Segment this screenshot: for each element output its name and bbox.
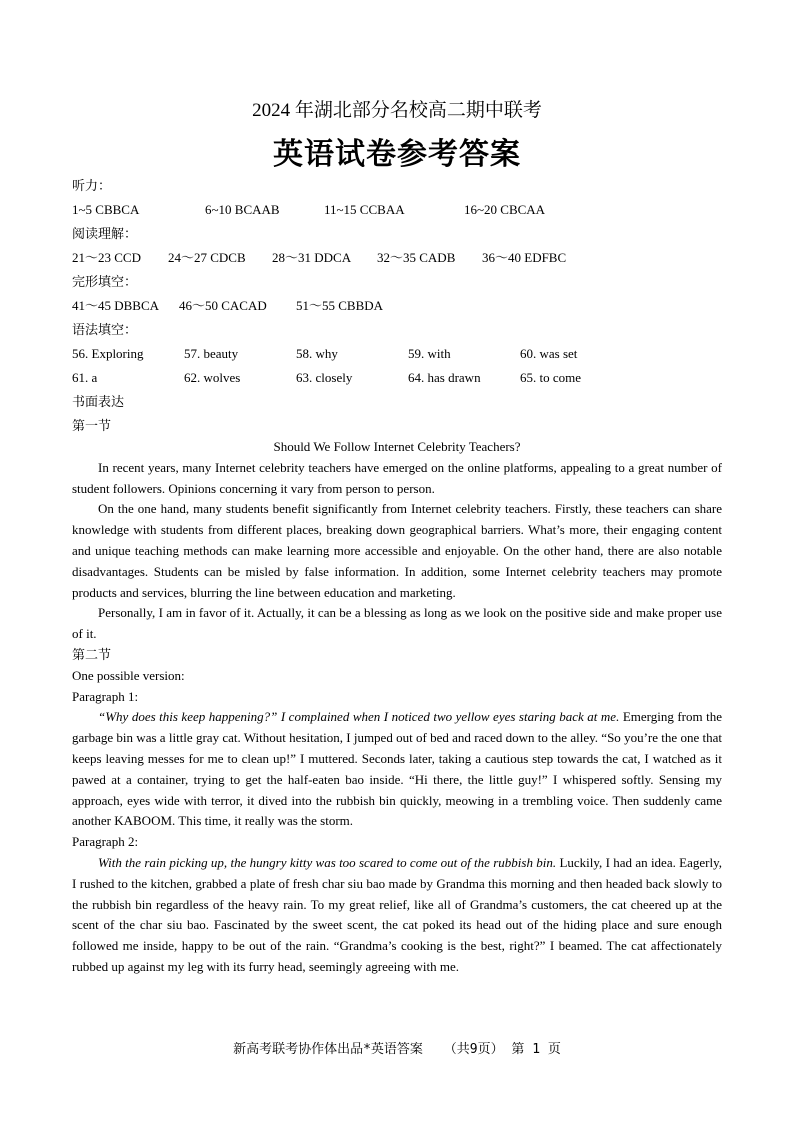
reading-answer: 36～40 EDFBC (482, 250, 567, 265)
grammar-answer: 64. has drawn (408, 370, 481, 385)
essay-section-1 (72, 437, 722, 978)
exam-title: 2024 年湖北部分名校高二期中联考 (252, 100, 542, 121)
given-opening-sentence: With the rain picking up, the hungry kitty was too scared to come out of the rubbish bin. (98, 854, 557, 870)
grammar-answer: 62. wolves (184, 370, 241, 385)
grammar-answers-row (72, 342, 722, 366)
reading-answers (72, 246, 722, 270)
listening-answer: 16~20 CBCAA (464, 202, 546, 217)
story-paragraph (72, 853, 722, 978)
reading-answer: 32～35 CADB (377, 250, 456, 265)
listening-label: 听力： (72, 178, 112, 193)
grammar-answer: 57. beauty (184, 346, 239, 361)
cloze-answer: 46～50 CACAD (179, 298, 267, 313)
listening-answers (72, 198, 722, 222)
reading-answer: 24～27 CDCB (168, 250, 246, 265)
reading-label: 阅读理解： (72, 226, 138, 241)
writing-label: 书面表达 (72, 394, 125, 409)
story-text: Luckily, I had an idea. Eagerly, I rushed to the kitchen, grabbed a plate of fresh char siu bao made by Grandma this morning and then headed back slowly to the rubbish bin regardless of the heavy rain. To my great relief, like all of Grandma’s customers, the cat cheered up at the scent of the char siu bao. Fascinated by the sweet scent, the cat poked its head out of the hiding place and sure enough followed me inside, happy to be out of the rain. “Grandma’s cooking is the best, right?” I beamed. The cat affectionately rubbed up against my leg with its furry head, seemingly agreeing with me. (72, 854, 722, 974)
answer-key-block (72, 174, 722, 438)
essay-paragraph: In recent years, many Internet celebrity teachers have emerged on the online platforms, appealing to a great number of student followers. Opinions concerning it vary from person to person. (72, 459, 722, 496)
section-label: 第一节 (72, 418, 112, 433)
story-text: Emerging from the garbage bin was a little gray cat. Without hesitation, I jumped out of bed and raced down to the alley. “So you’re the one that keeps leaving messes for me to clean up!” I muttered. Seconds later, taking a cautious step towards the cat, I watched as it pawed at a container, trying to get the half-eaten bao inside. “Hi there, the little guy!” I whispered softly. Sensing my approach, eyes wide with terror, it dived into the rubbish bin quickly, meowing in a trembling voice. Then suddenly came another KABOOM. This time, it really was the storm. (72, 709, 723, 829)
page-title: 英语试卷参考答案 (273, 138, 521, 171)
given-opening-sentence: “Why does this keep happening?” I complained when I noticed two yellow eyes staring back at me. (98, 709, 620, 725)
essay-paragraph: On the one hand, many students benefit significantly from Internet celebrity teachers. Firstly, these teachers can share knowledge with students from different places, breaking down geographical barriers. What’s more, their engaging content and unique teaching methods can make learning more accessible and enjoyable. On the other hand, there are also notable disadvantages. Students can be misled by false information. In addition, some Internet celebrity teachers may promote products and services, blurring the line between education and marketing. (72, 501, 722, 600)
section-label: 第二节 (72, 646, 112, 662)
cloze-label: 完形填空： (72, 274, 138, 289)
grammar-answer: 58. why (296, 346, 338, 361)
grammar-label: 语法填空： (72, 322, 138, 337)
grammar-answer: 65. to come (520, 370, 582, 385)
listening-answer: 11~15 CCBAA (324, 202, 405, 217)
cloze-answer: 51～55 CBBDA (296, 298, 384, 313)
essay-title: Should We Follow Internet Celebrity Teachers? (273, 439, 521, 454)
reading-answer: 21～23 CCD (72, 250, 141, 265)
grammar-answer: 56. Exploring (72, 346, 144, 361)
page-footer: 新高考联考协作体出品*英语答案 （共9页） 第 1 页 (233, 1042, 561, 1057)
cloze-answer: 41～45 DBBCA (72, 298, 160, 313)
paragraph-label: Paragraph 1: (72, 688, 139, 704)
version-intro: One possible version: (72, 667, 185, 683)
grammar-answer: 61. a (72, 370, 98, 385)
story-paragraph (72, 707, 722, 832)
reading-answer: 28～31 DDCA (272, 250, 352, 265)
grammar-answer: 59. with (408, 346, 451, 361)
grammar-answers-row (72, 366, 722, 390)
grammar-answer: 63. closely (296, 370, 353, 385)
paragraph-label: Paragraph 2: (72, 834, 139, 850)
listening-answer: 6~10 BCAAB (205, 202, 280, 217)
cloze-answers (72, 294, 722, 318)
essay-paragraph: Personally, I am in favor of it. Actually, it can be a blessing as long as we look on the positive side and make proper use of it. (72, 605, 722, 642)
listening-answer: 1~5 CBBCA (72, 202, 140, 217)
grammar-answer: 60. was set (520, 346, 578, 361)
